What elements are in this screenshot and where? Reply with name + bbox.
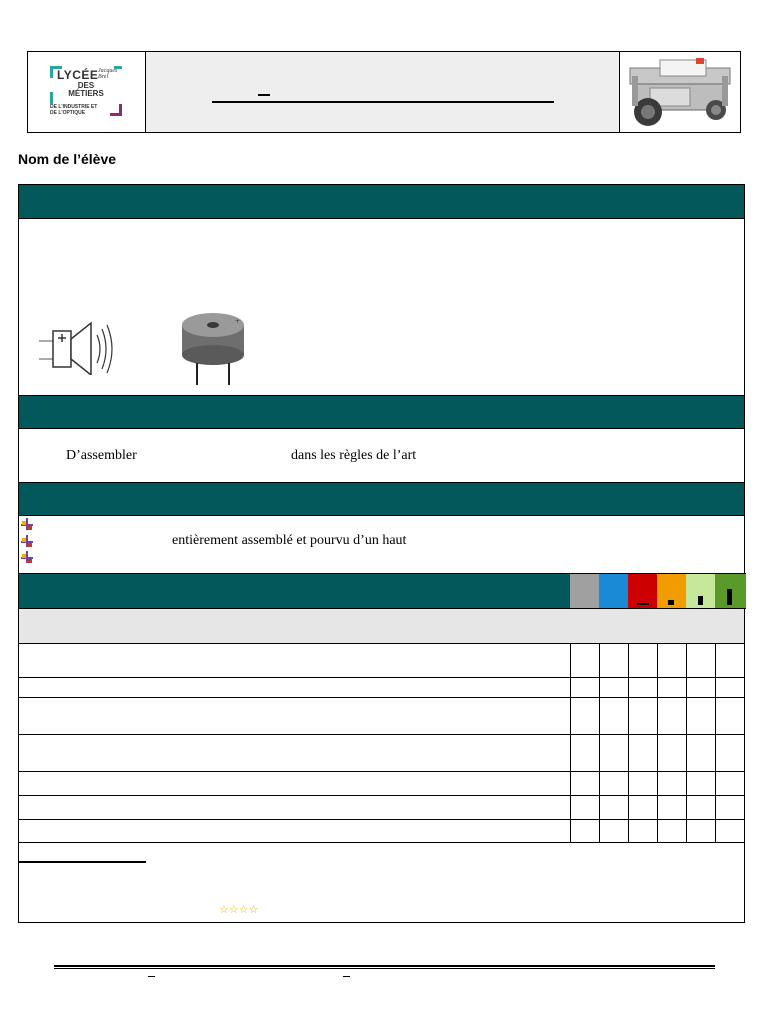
title-dash <box>258 94 270 96</box>
table-row-divider <box>19 795 744 796</box>
table-col-divider <box>686 644 687 842</box>
logo-title: LYCÉE <box>57 68 99 82</box>
section-header-bar <box>19 482 744 516</box>
table-row-divider <box>19 771 744 772</box>
school-logo <box>28 52 146 132</box>
student-name-label: Nom de l’élève <box>18 151 117 167</box>
table-row-divider <box>19 734 744 735</box>
table-col-divider <box>628 644 629 842</box>
level-red <box>628 573 657 609</box>
header-title-area <box>146 52 620 132</box>
level-orange <box>657 573 686 609</box>
condition-item: entièrement assemblé et pourvu d’un haut <box>172 533 407 548</box>
criteria-header-bar <box>19 573 570 609</box>
note-underline <box>19 861 146 863</box>
bullet-icon <box>21 518 33 530</box>
logo-caption: DE L'INDUSTRIE ET DE L'OPTIQUE <box>50 104 98 116</box>
logo-bracket <box>110 104 122 116</box>
robot-icon <box>620 52 738 132</box>
footer-dash <box>148 976 155 977</box>
section-header-bar <box>19 184 744 219</box>
speaker-symbol-icon <box>39 319 123 375</box>
criteria-subheader <box>19 609 744 644</box>
level-blue <box>599 573 628 609</box>
footer-dash <box>343 976 350 977</box>
table-col-divider <box>657 644 658 842</box>
objective-text-left: D’assembler <box>66 448 137 463</box>
level-grey <box>570 573 599 609</box>
table-row-divider <box>19 677 744 678</box>
robot-photo <box>620 52 740 132</box>
document-header <box>27 51 741 133</box>
table-col-divider <box>715 644 716 842</box>
logo-subtitle: DES MÉTIERS <box>68 81 104 98</box>
table-col-divider <box>570 644 571 842</box>
table-col-divider <box>599 644 600 842</box>
level-dark-green <box>715 573 746 609</box>
piezo-buzzer-icon <box>177 309 257 385</box>
section-header-bar <box>19 395 744 429</box>
evaluation-sheet <box>18 184 745 923</box>
logo-signature: Jacques Brel <box>98 68 118 80</box>
footer-rule <box>54 965 715 967</box>
title-underline <box>212 101 554 103</box>
objective-text-right: dans les règles de l’art <box>291 448 417 463</box>
footer-rule <box>54 968 715 969</box>
table-row-divider <box>19 842 744 843</box>
bullet-icon <box>21 535 33 547</box>
table-row-divider <box>19 697 744 698</box>
table-row-divider <box>19 819 744 820</box>
level-light-green <box>686 573 715 609</box>
logo-bracket <box>50 92 53 104</box>
svg-text:+: + <box>235 318 241 325</box>
bullet-icon <box>21 551 33 563</box>
rating-stars: ☆☆☆☆ <box>219 903 259 916</box>
